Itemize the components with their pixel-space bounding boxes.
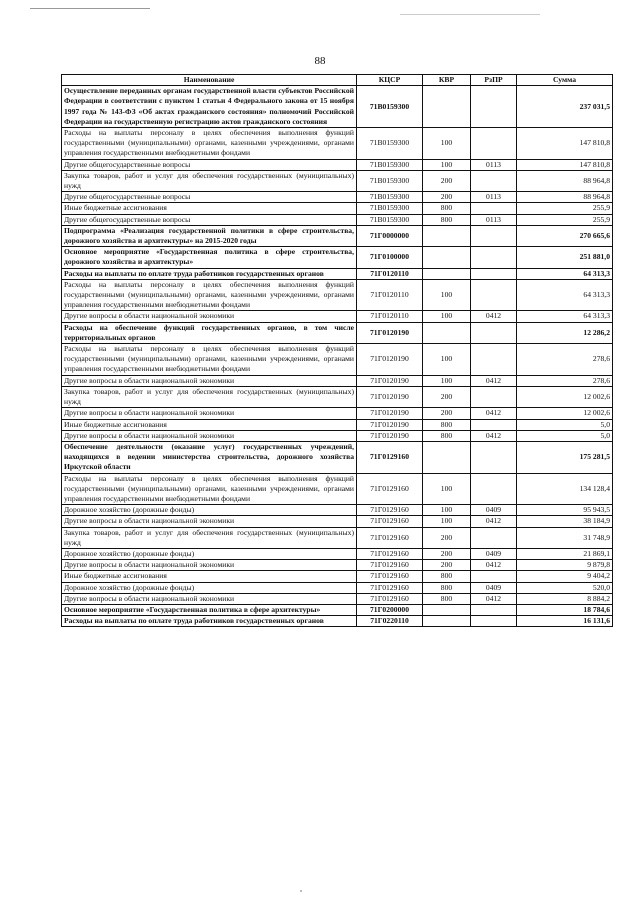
row-kcsr: 71Г0120190 bbox=[357, 408, 423, 419]
row-kcsr: 71Г0129160 bbox=[357, 505, 423, 516]
row-rzpr: 0113 bbox=[471, 159, 517, 170]
row-sum: 18 784,6 bbox=[517, 604, 613, 615]
row-name: Дорожное хозяйство (дорожные фонды) bbox=[62, 505, 357, 516]
row-kcsr: 71Г0120110 bbox=[357, 268, 423, 279]
row-kcsr: 71Г0120190 bbox=[357, 344, 423, 376]
table-row bbox=[62, 386, 613, 407]
row-kvr: 100 bbox=[423, 505, 471, 516]
row-kcsr: 71Г0129160 bbox=[357, 516, 423, 527]
row-name: Расходы на выплаты по оплате труда работников государственных органов bbox=[62, 616, 357, 627]
row-sum: 134 128,4 bbox=[517, 473, 613, 505]
table-row bbox=[62, 473, 613, 505]
row-name: Другие вопросы в области национальной экономики bbox=[62, 516, 357, 527]
row-kvr: 200 bbox=[423, 192, 471, 203]
row-kcsr: 71Г0129160 bbox=[357, 527, 423, 548]
row-name: Расходы на выплаты по оплате труда работников государственных органов bbox=[62, 268, 357, 279]
row-kvr: 800 bbox=[423, 203, 471, 214]
row-kcsr: 71B0159300 bbox=[357, 170, 423, 191]
row-rzpr bbox=[471, 322, 517, 343]
row-rzpr: 0412 bbox=[471, 408, 517, 419]
header-name: Наименование bbox=[62, 75, 357, 86]
row-kcsr: 71Г0220110 bbox=[357, 616, 423, 627]
row-kcsr: 71B0159300 bbox=[357, 203, 423, 214]
row-kvr: 100 bbox=[423, 344, 471, 376]
row-kcsr: 71Г0120110 bbox=[357, 279, 423, 311]
row-kcsr: 71B0159300 bbox=[357, 159, 423, 170]
row-name: Другие вопросы в области национальной экономики bbox=[62, 408, 357, 419]
budget-table bbox=[61, 74, 613, 627]
row-rzpr bbox=[471, 279, 517, 311]
row-sum: 64 313,3 bbox=[517, 268, 613, 279]
header-rzpr: РзПР bbox=[471, 75, 517, 86]
row-name: Другие вопросы в области национальной экономики bbox=[62, 430, 357, 441]
table-row bbox=[62, 604, 613, 615]
row-rzpr: 0113 bbox=[471, 214, 517, 225]
header-kvr: КВР bbox=[423, 75, 471, 86]
row-name: Обеспечение деятельности (оказание услуг) государственных учреждений, находящихся в ведении министерства строительства, дорожного хозяйства Иркутской области bbox=[62, 441, 357, 473]
row-sum: 251 881,0 bbox=[517, 247, 613, 268]
table-row bbox=[62, 516, 613, 527]
row-kvr bbox=[423, 268, 471, 279]
table-row bbox=[62, 192, 613, 203]
table-row bbox=[62, 616, 613, 627]
row-rzpr bbox=[471, 616, 517, 627]
row-sum: 64 313,3 bbox=[517, 311, 613, 322]
row-kvr: 200 bbox=[423, 548, 471, 559]
row-sum: 237 031,5 bbox=[517, 86, 613, 128]
table-row bbox=[62, 128, 613, 160]
row-sum: 8 884,2 bbox=[517, 593, 613, 604]
row-rzpr bbox=[471, 86, 517, 128]
row-rzpr: 0412 bbox=[471, 593, 517, 604]
row-name: Другие вопросы в области национальной экономики bbox=[62, 375, 357, 386]
row-kvr bbox=[423, 225, 471, 246]
row-sum: 12 286,2 bbox=[517, 322, 613, 343]
row-kvr: 800 bbox=[423, 214, 471, 225]
row-rzpr: 0409 bbox=[471, 505, 517, 516]
row-name: Подпрограмма «Реализация государственной политики в сфере строительства, дорожного хозяйства и архитектуры» на 2015-2020 годы bbox=[62, 225, 357, 246]
row-sum: 5,0 bbox=[517, 419, 613, 430]
row-sum: 9 404,2 bbox=[517, 571, 613, 582]
row-name: Расходы на обеспечение функций государственных органов, в том числе территориальных органов bbox=[62, 322, 357, 343]
row-name: Другие общегосударственные вопросы bbox=[62, 159, 357, 170]
row-rzpr bbox=[471, 225, 517, 246]
row-rzpr bbox=[471, 128, 517, 160]
row-kvr: 800 bbox=[423, 571, 471, 582]
row-name: Иные бюджетные ассигнования bbox=[62, 419, 357, 430]
row-sum: 278,6 bbox=[517, 344, 613, 376]
row-kcsr: 71Г0129160 bbox=[357, 582, 423, 593]
row-kvr: 100 bbox=[423, 516, 471, 527]
row-kcsr: 71Г0129160 bbox=[357, 548, 423, 559]
row-sum: 38 184,9 bbox=[517, 516, 613, 527]
row-sum: 21 869,1 bbox=[517, 548, 613, 559]
row-kcsr: 71Г0129160 bbox=[357, 593, 423, 604]
table-row bbox=[62, 582, 613, 593]
table-row bbox=[62, 430, 613, 441]
row-kvr: 100 bbox=[423, 128, 471, 160]
row-name: Иные бюджетные ассигнования bbox=[62, 203, 357, 214]
table-row bbox=[62, 560, 613, 571]
row-kvr: 100 bbox=[423, 279, 471, 311]
table-row bbox=[62, 419, 613, 430]
row-name: Основное мероприятие «Государственная политика в сфере архитектуры» bbox=[62, 604, 357, 615]
row-kvr: 100 bbox=[423, 473, 471, 505]
row-kvr: 800 bbox=[423, 419, 471, 430]
row-kvr: 800 bbox=[423, 582, 471, 593]
row-kvr bbox=[423, 616, 471, 627]
row-rzpr: 0412 bbox=[471, 311, 517, 322]
row-sum: 520,0 bbox=[517, 582, 613, 593]
row-rzpr: 0412 bbox=[471, 560, 517, 571]
row-kvr: 200 bbox=[423, 408, 471, 419]
row-kcsr: 71Г0100000 bbox=[357, 247, 423, 268]
row-sum: 31 748,9 bbox=[517, 527, 613, 548]
row-sum: 12 002,6 bbox=[517, 408, 613, 419]
scan-mark-top-right bbox=[400, 14, 540, 15]
table-row bbox=[62, 203, 613, 214]
row-kcsr: 71Г0129160 bbox=[357, 441, 423, 473]
row-rzpr bbox=[471, 386, 517, 407]
row-kvr: 200 bbox=[423, 386, 471, 407]
row-name: Осуществление переданных органам государственной власти субъектов Российской Федерации в соответствии с пунктом 1 статьи 4 Федерального закона от 15 ноября 1997 года № 143-ФЗ «Об актах гражданского состояния» полномочий Российской Федерации на государственную регистрацию актов гражданского состояния bbox=[62, 86, 357, 128]
row-kcsr: 71Г0120190 bbox=[357, 419, 423, 430]
row-rzpr bbox=[471, 604, 517, 615]
row-rzpr: 0412 bbox=[471, 430, 517, 441]
row-kvr: 800 bbox=[423, 593, 471, 604]
row-sum: 255,9 bbox=[517, 214, 613, 225]
row-kcsr: 71Г0200000 bbox=[357, 604, 423, 615]
row-name: Расходы на выплаты персоналу в целях обеспечения выполнения функций государственными (муниципальными) органами, казенными учреждениями, органами управления государственными внебюджетными фондами bbox=[62, 344, 357, 376]
row-name: Другие вопросы в области национальной экономики bbox=[62, 560, 357, 571]
row-name: Расходы на выплаты персоналу в целях обеспечения выполнения функций государственными (муниципальными) органами, казенными учреждениями, органами управления государственными внебюджетными фондами bbox=[62, 128, 357, 160]
page-number: 88 bbox=[314, 55, 326, 67]
row-sum: 278,6 bbox=[517, 375, 613, 386]
row-sum: 255,9 bbox=[517, 203, 613, 214]
table-row bbox=[62, 375, 613, 386]
table-row bbox=[62, 344, 613, 376]
row-kcsr: 71Г0120190 bbox=[357, 322, 423, 343]
row-kcsr: 71B0159300 bbox=[357, 214, 423, 225]
row-name: Закупка товаров, работ и услуг для обеспечения государственных (муниципальных) нужд bbox=[62, 386, 357, 407]
row-kcsr: 71Г0120190 bbox=[357, 386, 423, 407]
row-kvr: 100 bbox=[423, 311, 471, 322]
table-row bbox=[62, 571, 613, 582]
row-rzpr bbox=[471, 247, 517, 268]
row-rzpr bbox=[471, 571, 517, 582]
scan-speck bbox=[300, 890, 302, 892]
row-kcsr: 71Г0120190 bbox=[357, 430, 423, 441]
row-kvr: 100 bbox=[423, 159, 471, 170]
row-kvr: 200 bbox=[423, 527, 471, 548]
row-kcsr: 71Г0000000 bbox=[357, 225, 423, 246]
row-kvr: 200 bbox=[423, 170, 471, 191]
table-row bbox=[62, 279, 613, 311]
row-kvr: 800 bbox=[423, 430, 471, 441]
table-header-row bbox=[62, 75, 613, 86]
table-row bbox=[62, 527, 613, 548]
row-sum: 16 131,6 bbox=[517, 616, 613, 627]
table-row bbox=[62, 311, 613, 322]
row-rzpr bbox=[471, 203, 517, 214]
row-rzpr: 0409 bbox=[471, 548, 517, 559]
row-name: Другие общегосударственные вопросы bbox=[62, 214, 357, 225]
table-body bbox=[62, 86, 613, 627]
row-rzpr bbox=[471, 419, 517, 430]
row-kcsr: 71Г0129160 bbox=[357, 571, 423, 582]
row-kvr bbox=[423, 441, 471, 473]
table-row bbox=[62, 86, 613, 128]
table-row bbox=[62, 548, 613, 559]
row-rzpr: 0409 bbox=[471, 582, 517, 593]
row-rzpr: 0412 bbox=[471, 516, 517, 527]
row-sum: 147 810,8 bbox=[517, 159, 613, 170]
row-rzpr bbox=[471, 473, 517, 505]
row-rzpr bbox=[471, 527, 517, 548]
row-name: Расходы на выплаты персоналу в целях обеспечения выполнения функций государственными (муниципальными) органами, казенными учреждениями, органами управления государственными внебюджетными фондами bbox=[62, 279, 357, 311]
row-kcsr: 71Г0129160 bbox=[357, 473, 423, 505]
header-kcsr: КЦСР bbox=[357, 75, 423, 86]
row-sum: 64 313,3 bbox=[517, 279, 613, 311]
row-name: Другие общегосударственные вопросы bbox=[62, 192, 357, 203]
row-name: Дорожное хозяйство (дорожные фонды) bbox=[62, 582, 357, 593]
table-row bbox=[62, 170, 613, 191]
table-row bbox=[62, 247, 613, 268]
row-kvr bbox=[423, 322, 471, 343]
table-row bbox=[62, 225, 613, 246]
row-sum: 147 810,8 bbox=[517, 128, 613, 160]
row-name: Дорожное хозяйство (дорожные фонды) bbox=[62, 548, 357, 559]
row-sum: 88 964,8 bbox=[517, 170, 613, 191]
row-rzpr bbox=[471, 268, 517, 279]
scan-mark-top-left bbox=[30, 8, 150, 9]
row-kcsr: 71Г0120190 bbox=[357, 375, 423, 386]
table-row bbox=[62, 159, 613, 170]
table-row bbox=[62, 505, 613, 516]
row-sum: 12 002,6 bbox=[517, 386, 613, 407]
row-name: Закупка товаров, работ и услуг для обеспечения государственных (муниципальных) нужд bbox=[62, 170, 357, 191]
row-kvr bbox=[423, 247, 471, 268]
row-sum: 270 665,6 bbox=[517, 225, 613, 246]
row-rzpr bbox=[471, 344, 517, 376]
row-sum: 5,0 bbox=[517, 430, 613, 441]
table-row bbox=[62, 322, 613, 343]
row-kcsr: 71B0159300 bbox=[357, 128, 423, 160]
table-row bbox=[62, 441, 613, 473]
row-name: Другие вопросы в области национальной экономики bbox=[62, 311, 357, 322]
header-sum: Сумма bbox=[517, 75, 613, 86]
row-name: Расходы на выплаты персоналу в целях обеспечения выполнения функций государственными (муниципальными) органами, казенными учреждениями, органами управления государственными внебюджетными фондами bbox=[62, 473, 357, 505]
row-kvr bbox=[423, 86, 471, 128]
row-kcsr: 71B0159300 bbox=[357, 86, 423, 128]
row-sum: 9 879,8 bbox=[517, 560, 613, 571]
row-kvr: 100 bbox=[423, 375, 471, 386]
row-rzpr bbox=[471, 441, 517, 473]
row-kvr bbox=[423, 604, 471, 615]
row-sum: 175 281,5 bbox=[517, 441, 613, 473]
row-kvr: 200 bbox=[423, 560, 471, 571]
row-kcsr: 71Г0120110 bbox=[357, 311, 423, 322]
row-name: Иные бюджетные ассигнования bbox=[62, 571, 357, 582]
table-row bbox=[62, 268, 613, 279]
table-row bbox=[62, 593, 613, 604]
row-name: Другие вопросы в области национальной экономики bbox=[62, 593, 357, 604]
row-name: Основное мероприятие «Государственная политика в сфере строительства, дорожного хозяйства и архитектуры» bbox=[62, 247, 357, 268]
row-sum: 95 943,5 bbox=[517, 505, 613, 516]
row-sum: 88 964,8 bbox=[517, 192, 613, 203]
row-kcsr: 71B0159300 bbox=[357, 192, 423, 203]
row-kcsr: 71Г0129160 bbox=[357, 560, 423, 571]
row-rzpr bbox=[471, 170, 517, 191]
table-row bbox=[62, 408, 613, 419]
row-rzpr: 0412 bbox=[471, 375, 517, 386]
row-name: Закупка товаров, работ и услуг для обеспечения государственных (муниципальных) нужд bbox=[62, 527, 357, 548]
table-row bbox=[62, 214, 613, 225]
row-rzpr: 0113 bbox=[471, 192, 517, 203]
